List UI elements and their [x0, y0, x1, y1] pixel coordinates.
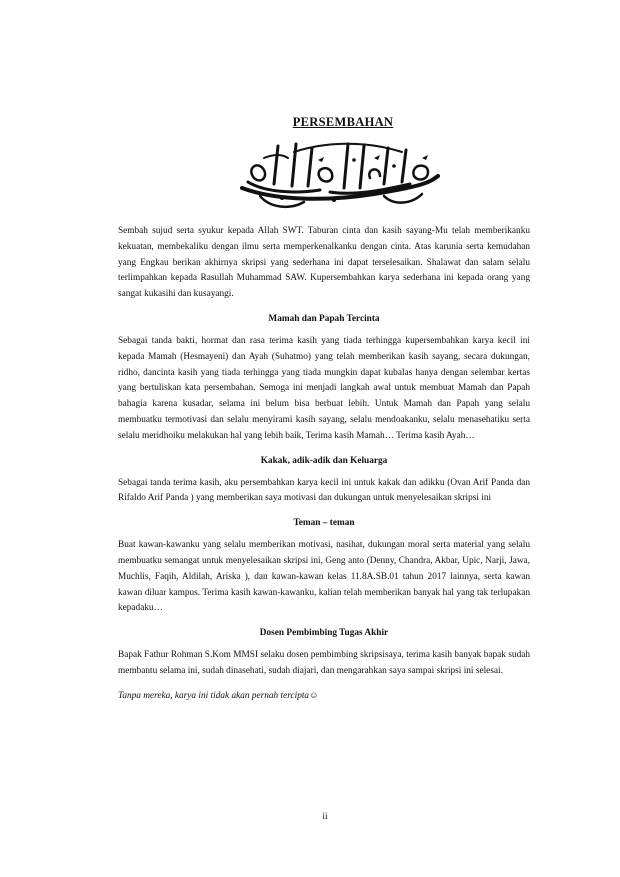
section-text-supervisor: Bapak Fathur Rohman S.Kom MMSI selaku dosen pembimbing skripsisaya, terima kasih banyak bapak sudah membantu selama ini, sudah dinasehati, sudah diajari, dan mengarahkan saya sampai skripsi ini selesai. [118, 650, 530, 676]
page-number: ii [322, 812, 328, 822]
page-title: PERSEMBAHAN [292, 115, 394, 129]
section-text-siblings: Sebagai tanda terima kasih, aku persembahkan karya kecil ini untuk kakak dan adikku (Ovan Arif Panda dan Rifaldo Arif Panda ) yang memberikan saya motivasi dan dukungan untuk menyelesaikan skripsi ini [118, 477, 530, 504]
section-heading-parents: Mamah dan Papah Tercinta [268, 313, 380, 324]
section-heading-friends: Teman – teman [293, 518, 355, 529]
section-heading-siblings: Kakak, adik-adik dan Keluarga [260, 455, 388, 466]
section-heading-supervisor: Dosen Pembimbing Tugas Akhir [259, 628, 389, 639]
closing-line: Tanpa mereka, karya ini tidak akan pernah tercipta☺ [118, 690, 319, 701]
section-text-friends: Buat kawan-kawanku yang selalu memberikan motivasi, nasihat, dukungan moral serta material yang selalu membuatku semangat untuk menyelesaikan skripsi ini, Geng anto (Denny, Chandra, Akbar, Upic, Narji, Jawa, Muchlis, Faqih, Aldilah, Ariska ), dan kawan-kawan kelas 11.8A.SB.01 tahun 2017 lainnya, serta kawan kawan diluar kampus. Terima kasih kawan-kawanku, kalian telah memberikan banyak hal yang tak terlupakan kepadaku… [118, 540, 530, 614]
intro-paragraph: Sembah sujud serta syukur kepada Allah SWT. Taburan cinta dan kasih sayang-Mu telah memberikanku kekuatan, membekaliku dengan ilmu serta memperkenalkanku dengan cinta. Atas karunia serta kemudahan yang Engkau berikan akhirnya skripsi yang sederhana ini dapat terselesaikan. Shalawat dan salam selalu terlimpahkan kepada Rasullah Muhammad SAW. Kupersembahkan karya sederhana ini kepada orang yang sangat kukasihi dan kusayangi. [118, 226, 530, 300]
bismillah-calligraphy-icon [234, 138, 444, 212]
bismillah-calligraphy [118, 138, 530, 212]
page-content [118, 115, 530, 704]
section-text-parents: Sebagai tanda bakti, hormat dan rasa terima kasih yang tiada terhingga kupersembahkan karya kecil ini kepada Mamah (Hesmayeni) dan Ayah (Suhatmo) yang telah memberikan kasih sayang, secara dukungan, ridho, dancinta kasih yang tiada terhingga yang tiada mungkin dapat kubalas hanya dengan selembar kertas yang bertuliskan kata persembahan. Semoga ini menjadi langkah awal untuk membuat Mamah dan Papah bahagia karena kusadar, selama ini belum bisa berbuat lebih. Untuk Mamah dan Papah yang selalu membuatku termotivasi dan selalu menyirami kasih sayang, selalu mendoakanku, selalu menasehatiku serta selalu meridhoiku melakukan hal yang lebih baik, Terima kasih Mamah… Terima kasih Ayah… [118, 335, 530, 441]
